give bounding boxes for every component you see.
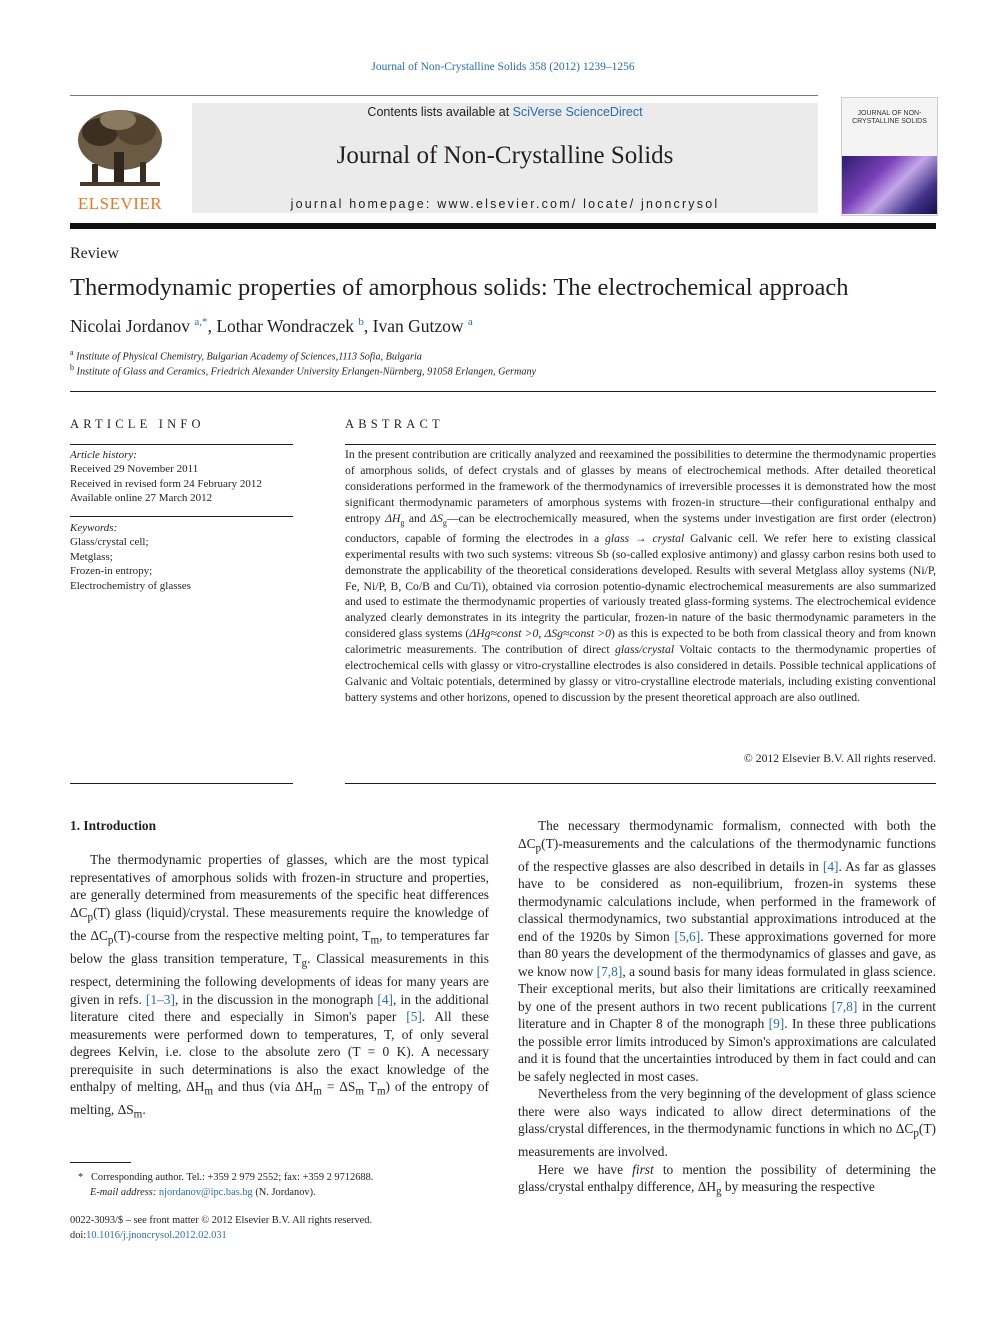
- doi-link[interactable]: 10.1016/j.jnoncrysol.2012.02.031: [86, 1230, 227, 1241]
- cover-title: JOURNAL OF NON-CRYSTALLINE SOLIDS: [852, 110, 927, 125]
- affiliation-mark: b: [70, 363, 74, 372]
- affiliation: [70, 348, 422, 362]
- article-history: [70, 448, 293, 506]
- article-info-rule: [70, 444, 293, 445]
- journal-reference[interactable]: Journal of Non-Crystalline Solids 358 (2012) 1239–1256: [371, 61, 635, 73]
- citation-link[interactable]: [7,8]: [596, 963, 623, 979]
- author-affiliation-mark[interactable]: a,*: [194, 316, 208, 329]
- keyword: Frozen-in entropy;: [70, 565, 153, 578]
- history-item: Available online 27 March 2012: [70, 492, 213, 505]
- intro-column-right: [518, 817, 936, 1202]
- header-thick-rule: [70, 223, 936, 229]
- doi-line: doi:10.1016/j.jnoncrysol.2012.02.031: [70, 1230, 227, 1241]
- keywords-label: Keywords:: [70, 522, 118, 534]
- elsevier-logo[interactable]: [70, 102, 170, 214]
- header-divider: [70, 391, 936, 392]
- abstract-text: In the present contribution are critically analyzed and reexamined the possibilities to determine the thermodynamic properties of amorphous solids, of defect crystals and of glasses by means of electrochemical methods. After detailed theoretical considerations performed in the framework of the thermodynamics of irreversible processes it is demonstrated how the most significant thermodynamic parameters of amorphous systems with frozen-in structure—their configurational enthalpy and entropy $\Delta H_g$ and $\Delta S_g—can$ be electrochemically measured, when the systems under investigation are first order (electron) conductors, capable of forming the electrodes in a glass → crystal Galvanic cell. We refer here to existing classical experimental results with two such systems: vitreous Sb (so-called explosive antimony) and glassy carbon resins both used to demonstrate the applicability of the theoretical considerations developed. Results with several Metglass alloy systems (Ni/P, Fe, Ni/P, B, Co/B and Cu/Ti), obtained via corrosion potentio-dynamic electrochemical measurements are also summarized and used to estimate the thermodynamic properties of variously treated glass-forming systems. The electrochemical evidence analyzed clearly demonstrates in its integrity the particular, frozen-in nature of the basic thermodynamic parameters in the considered glass systems (ΔHg≈const >0, ΔSg≈const >0) as this is expected to be both from classical theory and from known calorimetric measurements. The contribution of direct glass/crystal Voltaic contacts to the thermodynamic properties of electrochemical cells with glassy or vitro-crystalline electrodes is also considered in details. Possible technical applications of Galvanic and Voltaic potentials, determined by glassy or vitro-crystalline electrode materials, including existing conventional battery systems and other horizons, opened to discussion by the present theoretical approach are also outlined.: [345, 448, 937, 704]
- abstract-heading: ABSTRACT: [345, 417, 444, 431]
- contents-line: [192, 105, 818, 119]
- footnote-mark: *: [78, 1172, 84, 1183]
- issn-line: 0022-3093/$ – see front matter © 2012 Elsevier B.V. All rights reserved.: [70, 1215, 373, 1226]
- sciencedirect-link[interactable]: SciVerse ScienceDirect: [512, 105, 643, 119]
- cover-image: [842, 156, 937, 214]
- citation-link[interactable]: [7,8]: [831, 998, 858, 1014]
- affiliation-mark: a: [70, 348, 74, 357]
- keyword: Metglass;: [70, 550, 113, 563]
- body-paragraph: The necessary thermodynamic formalism, connected with both the $\Delta C_p(T)$-measurements and the calculations of the thermodynamic functions of the respective glasses are also described in details in [4]. As far as glasses have to be considered as non-equilibrium, frozen-in systems these thermodynamic calculations include, when performed in the framework of classical thermodynamics, two substantial approximations introduced at the end of the 1920s by Simon [5,6]. These approximations governed for more than 80 years the development of the thermodynamics of glasses and gave, as we know now [7,8], a sound basis for many ideas formulated in glass science. Their exceptional merits, but also their limitations are critically reexamined by one of the present authors in two recent publications [7,8] in the current literature and in Chapter 8 of the monograph [9]. In these three publications the possible error limits introduced by Simon's approximations are calculated and it is found that the uncertainties introduced by them in fact could and can be safely neglected in most cases.: [518, 818, 937, 1084]
- email-link[interactable]: njordanov@ipc.bas.bg: [158, 1187, 253, 1198]
- body-paragraph: Nevertheless from the very beginning of the development of glass science there were also ways indicated to allow direct determinations of the glass/crystal differences, in the thermodynamic functions in which no $\Delta C_p(T)$ measurements are involved.: [518, 1086, 936, 1160]
- citation-link[interactable]: [5]: [406, 1009, 422, 1025]
- citation-link[interactable]: [5,6]: [674, 928, 701, 944]
- abstract-bottom-rule: [345, 783, 936, 784]
- front-matter: [70, 1213, 510, 1243]
- affiliation-text: Institute of Physical Chemistry, Bulgarian Academy of Sciences,1113 Sofia, Bulgaria: [76, 351, 422, 363]
- author-affiliation-mark[interactable]: b: [358, 316, 364, 329]
- corresponding-author-footnote: [78, 1170, 498, 1200]
- intro-column-left: [70, 851, 489, 1124]
- keyword: Electrochemistry of glasses: [70, 579, 191, 592]
- journal-cover-thumbnail[interactable]: [841, 97, 938, 216]
- affiliation: [70, 363, 536, 377]
- author-affiliation-mark[interactable]: a: [467, 316, 473, 329]
- keywords: [70, 521, 293, 593]
- journal-title: Journal of Non-Crystalline Solids: [336, 142, 674, 169]
- author-separator: ,: [207, 316, 217, 336]
- elsevier-wordmark: ELSEVIER: [77, 194, 163, 213]
- section-heading-introduction: 1. Introduction: [70, 818, 157, 833]
- copyright-notice: © 2012 Elsevier B.V. All rights reserved.: [743, 752, 936, 765]
- affiliation-text: Institute of Glass and Ceramics, Friedrich Alexander University Erlangen-Nürnberg, 91058 Erlangen, Germany: [76, 366, 537, 378]
- email-suffix: (N. Jordanov).: [252, 1187, 316, 1198]
- article-info-bottom-rule: [70, 783, 293, 784]
- citation-link[interactable]: [1–3]: [145, 991, 175, 1007]
- keywords-rule: [70, 516, 293, 517]
- footnote-text: Corresponding author. Tel.: +359 2 979 2552; fax: +359 2 9712688.: [91, 1172, 374, 1183]
- abstract-rule: [345, 444, 936, 445]
- article-info-heading: ARTICLE INFO: [70, 417, 205, 431]
- footnote-rule: [70, 1162, 131, 1163]
- citation-link[interactable]: [9]: [768, 1016, 785, 1032]
- author-name[interactable]: Ivan Gutzow: [372, 316, 464, 336]
- body-paragraph: The thermodynamic properties of glasses, which are the most typical representatives of amorphous solids with frozen-in structure and properties, are generally determined from measurements of the specific heat differences $\Delta C_p(T)$ glass (liquid)/crystal. These measurements require the knowledge of the $\Delta C_p(T)$-course from the respective melting point, $T_m$, to temperatures far below the glass transition temperature, $T_g$. Classical measurements in this respect, determining the following developments of ideas for many years are given in refs. [1–3], in the discussion in the monograph [4], in the additional literature cited there and especially in Simon's paper [5]. All these measurements were performed down to temperatures, T, of only several degrees Kelvin, i.e. close to the absolute zero (T = 0 K). A necessary prerequisite in such determinations is also the exact knowledge of the enthalpy of melting, $\Delta H_m$ and thus (via $\Delta H_m = \Delta S_m$ $T_m$) of the entropy of melting, $\Delta S_m$.: [70, 852, 489, 1121]
- article-title: Thermodynamic properties of amorphous solids: The electrochemical approach: [70, 274, 849, 301]
- citation-link[interactable]: [4]: [822, 858, 839, 874]
- article-type: Review: [70, 245, 119, 262]
- contents-prefix: Contents lists available at: [367, 105, 513, 119]
- history-label: Article history:: [70, 449, 137, 461]
- keyword: Glass/crystal cell;: [70, 536, 149, 549]
- author-name[interactable]: Nicolai Jordanov: [70, 316, 191, 336]
- header-top-rule: [70, 95, 818, 96]
- email-label: E-mail address:: [90, 1187, 157, 1198]
- history-item: Received in revised form 24 February 2012: [70, 477, 262, 490]
- history-item: Received 29 November 2011: [70, 463, 199, 476]
- author-separator: ,: [363, 316, 373, 336]
- journal-homepage[interactable]: journal homepage: www.elsevier.com/ locate/ jnoncrysol: [290, 197, 720, 211]
- author-list: [70, 316, 473, 337]
- citation-link[interactable]: [4]: [377, 991, 393, 1007]
- body-paragraph: Here we have first to mention the possibility of determining the glass/crystal enthalpy difference, $\Delta H_g$ by measuring the respective: [518, 1161, 936, 1199]
- author-name[interactable]: Lothar Wondraczek: [216, 316, 355, 336]
